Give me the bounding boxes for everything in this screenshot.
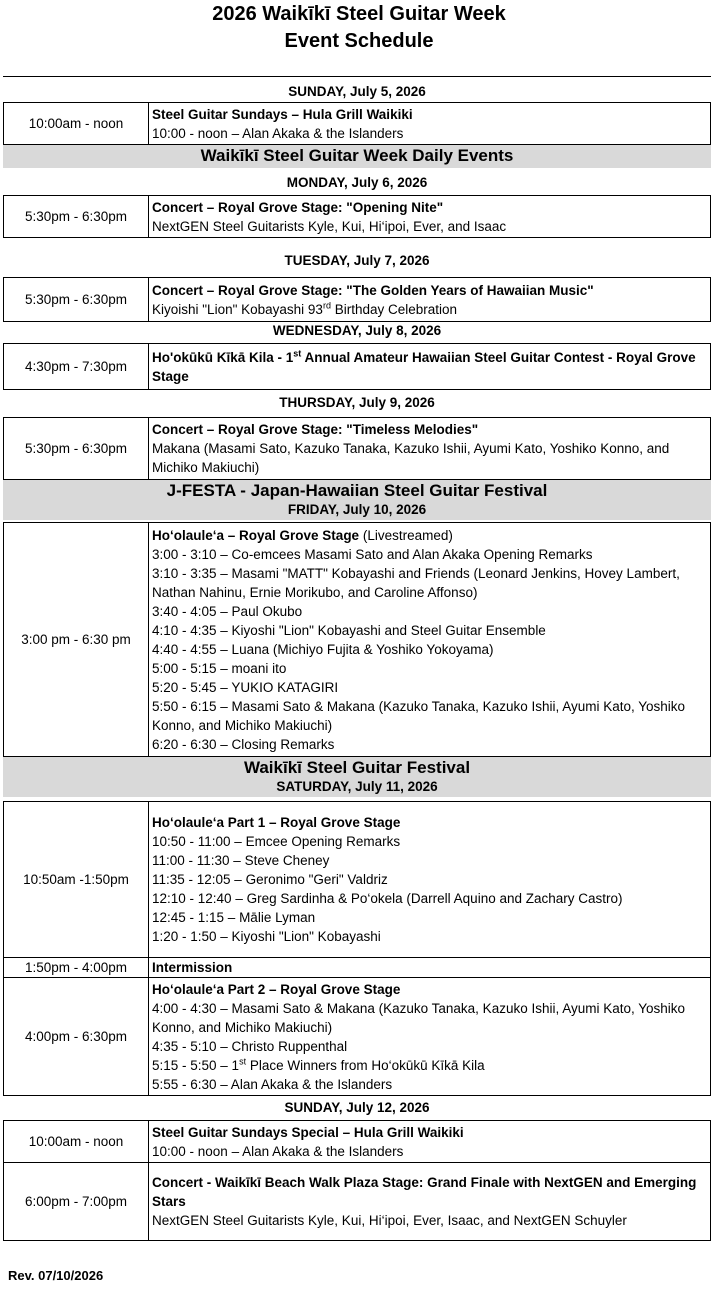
table-row (4, 103, 711, 145)
event-name: Concert - Waikīkī Beach Walk Plaza Stage: Grand Finale with NextGEN and Emerging Stars (152, 1175, 697, 1209)
table-row (4, 1163, 711, 1241)
list-item: 11:35 - 12:05 – Geronimo "Geri" Valdriz (152, 872, 388, 887)
list-item: 4:40 - 4:55 – Luana (Michiyo Fujita & Yoshiko Yokoyama) (152, 641, 494, 657)
event-time: 10:00am - noon (4, 1121, 149, 1163)
event-name-suffix: (Livestreamed) (359, 527, 453, 543)
event-time: 5:30pm - 6:30pm (4, 278, 149, 322)
table-row (4, 1121, 711, 1163)
event-detail: NextGEN Steel Guitarists Kyle, Kui, Hi‘ipoi, Ever, and Isaac (152, 218, 507, 234)
event-time: 3:00 pm - 6:30 pm (4, 523, 149, 757)
list-item: 1:20 - 1:50 – Kiyoshi "Lion" Kobayashi (152, 929, 381, 944)
list-item: 3:00 - 3:10 – Co-emcees Masami Sato and Alan Akaka Opening Remarks (152, 546, 593, 562)
event-name: Ho‘olaule‘a Part 2 – Royal Grove Stage (152, 981, 401, 997)
event-cell (149, 418, 711, 480)
list-item: 4:10 - 4:35 – Kiyoshi "Lion" Kobayashi and Steel Guitar Ensemble (152, 622, 546, 638)
event-table-sat11 (3, 801, 711, 1096)
event-cell (149, 103, 711, 145)
table-row (4, 344, 711, 390)
list-item: 12:45 - 1:15 – Mālie Lyman (152, 910, 316, 925)
event-name: Ho‘olaule‘a Part 1 – Royal Grove Stage (152, 815, 401, 830)
event-table-mon6 (3, 195, 711, 238)
event-name: Ho‘olaule‘a – Royal Grove Stage (152, 527, 360, 543)
table-row (4, 418, 711, 480)
event-table-sun5 (3, 102, 711, 145)
event-time: 5:30pm - 6:30pm (4, 196, 149, 238)
event-name: Steel Guitar Sundays – Hula Grill Waikiki (152, 106, 413, 122)
list-item: 5:00 - 5:15 – moani ito (152, 660, 287, 676)
list-item: 5:55 - 6:30 – Alan Akaka & the Islanders (152, 1076, 393, 1092)
event-table-fri10 (3, 522, 711, 757)
event-time: 10:00am - noon (4, 103, 149, 145)
event-detail: 10:00 - noon – Alan Akaka & the Islanders (152, 125, 404, 141)
event-name: Concert – Royal Grove Stage: "The Golden Years of Hawaiian Music" (152, 282, 594, 298)
list-item: 4:00 - 4:30 – Masami Sato & Makana (Kazuko Tanaka, Kazuko Ishii, Ayumi Kato, Yoshiko Konno, and Michiko Makiuchi) (152, 1000, 686, 1035)
event-name: Concert – Royal Grove Stage: "Timeless Melodies" (152, 422, 479, 437)
section-header-daily: Waikīkī Steel Guitar Week Daily Events (3, 145, 711, 168)
event-cell (149, 196, 711, 238)
table-row (4, 958, 711, 978)
event-table-wed8 (3, 343, 711, 390)
event-cell (149, 278, 711, 322)
day-heading-sat11: SATURDAY, July 11, 2026 (276, 779, 438, 794)
event-detail: NextGEN Steel Guitarists Kyle, Kui, Hi‘ipoi, Ever, Isaac, and NextGEN Schuyler (152, 1213, 627, 1228)
section-header-jfesta (3, 480, 711, 520)
event-detail: Kiyoishi "Lion" Kobayashi 93rd Birthday Celebration (152, 300, 458, 317)
event-name-line (152, 526, 707, 545)
event-time: 1:50pm - 4:00pm (4, 958, 149, 978)
event-cell (149, 523, 711, 757)
day-heading-wed8: WEDNESDAY, July 8, 2026 (272, 323, 442, 338)
list-item: 10:50 - 11:00 – Emcee Opening Remarks (152, 834, 401, 849)
list-item: 3:40 - 4:05 – Paul Okubo (152, 603, 303, 619)
section-title-festival: Waikīkī Steel Guitar Festival (243, 758, 471, 777)
day-heading-sun5: SUNDAY, July 5, 2026 (288, 84, 426, 99)
list-item: 5:50 - 6:15 – Masami Sato & Makana (Kazuko Tanaka, Kazuko Ishii, Ayumi Kato, Yoshiko Konno, and Michiko Makiuchi) (152, 698, 686, 733)
list-item: 5:15 - 5:50 – 1st Place Winners from Ho‘okūkū Kīkā Kila (152, 1056, 485, 1073)
day-heading-sun12: SUNDAY, July 12, 2026 (284, 1100, 430, 1115)
event-time: 5:30pm - 6:30pm (4, 418, 149, 480)
schedule (3, 76, 711, 1241)
table-row (4, 523, 711, 757)
event-cell (149, 1163, 711, 1241)
list-item: 5:20 - 5:45 – YUKIO KATAGIRI (152, 679, 339, 695)
list-item: 3:10 - 3:35 – Masami "MATT" Kobayashi and Friends (Leonard Jenkins, Hovey Lambert, Nathan Nahinu, Ernie Morikubo, and Caroline Affonso) (152, 565, 680, 600)
day-heading-thu9: THURSDAY, July 9, 2026 (279, 395, 435, 410)
day-heading-tue7: TUESDAY, July 7, 2026 (284, 253, 430, 268)
title-line-2: Event Schedule (284, 30, 434, 52)
table-row (4, 196, 711, 238)
event-name: Concert – Royal Grove Stage: "Opening Nite" (152, 199, 444, 215)
list-item: 6:20 - 6:30 – Closing Remarks (152, 736, 335, 752)
event-cell (149, 978, 711, 1096)
table-row (4, 978, 711, 1096)
table-row (4, 802, 711, 958)
section-header-festival (3, 757, 711, 797)
list-item: 12:10 - 12:40 – Greg Sardinha & Po‘okela (Darrell Aquino and Zachary Castro) (152, 891, 623, 906)
event-cell (149, 344, 711, 390)
event-detail: Makana (Masami Sato, Kazuko Tanaka, Kazuko Ishii, Ayumi Kato, Yoshiko Konno, and Michiko Makiuchi) (152, 441, 670, 475)
event-table-thu9 (3, 417, 711, 480)
event-time: 4:00pm - 6:30pm (4, 978, 149, 1096)
section-title-jfesta: J-FESTA - Japan-Hawaiian Steel Guitar Festival (166, 481, 548, 500)
event-name: Ho'okūkū Kīkā Kila - 1st Annual Amateur Hawaiian Steel Guitar Contest - Royal Grove Stage (152, 348, 696, 384)
event-time: 4:30pm - 7:30pm (4, 344, 149, 390)
event-cell (149, 802, 711, 958)
event-time: 6:00pm - 7:00pm (4, 1163, 149, 1241)
table-row (4, 278, 711, 322)
document-title (0, 0, 718, 65)
day-heading-fri10: FRIDAY, July 10, 2026 (287, 502, 427, 517)
event-name: Intermission (149, 958, 711, 978)
event-table-tue7 (3, 277, 711, 322)
event-detail: 10:00 - noon – Alan Akaka & the Islanders (152, 1143, 404, 1159)
revision-note: Rev. 07/10/2026 (8, 1268, 104, 1283)
event-name: Steel Guitar Sundays Special – Hula Grill Waikiki (152, 1124, 464, 1140)
event-time: 10:50am -1:50pm (4, 802, 149, 958)
title-line-1: 2026 Waikīkī Steel Guitar Week (212, 3, 506, 25)
event-table-sun12 (3, 1120, 711, 1241)
day-heading-mon6: MONDAY, July 6, 2026 (286, 175, 428, 190)
list-item: 4:35 - 5:10 – Christo Ruppenthal (152, 1038, 348, 1054)
event-cell (149, 1121, 711, 1163)
list-item: 11:00 - 11:30 – Steve Cheney (152, 853, 330, 868)
top-rule (3, 76, 711, 77)
